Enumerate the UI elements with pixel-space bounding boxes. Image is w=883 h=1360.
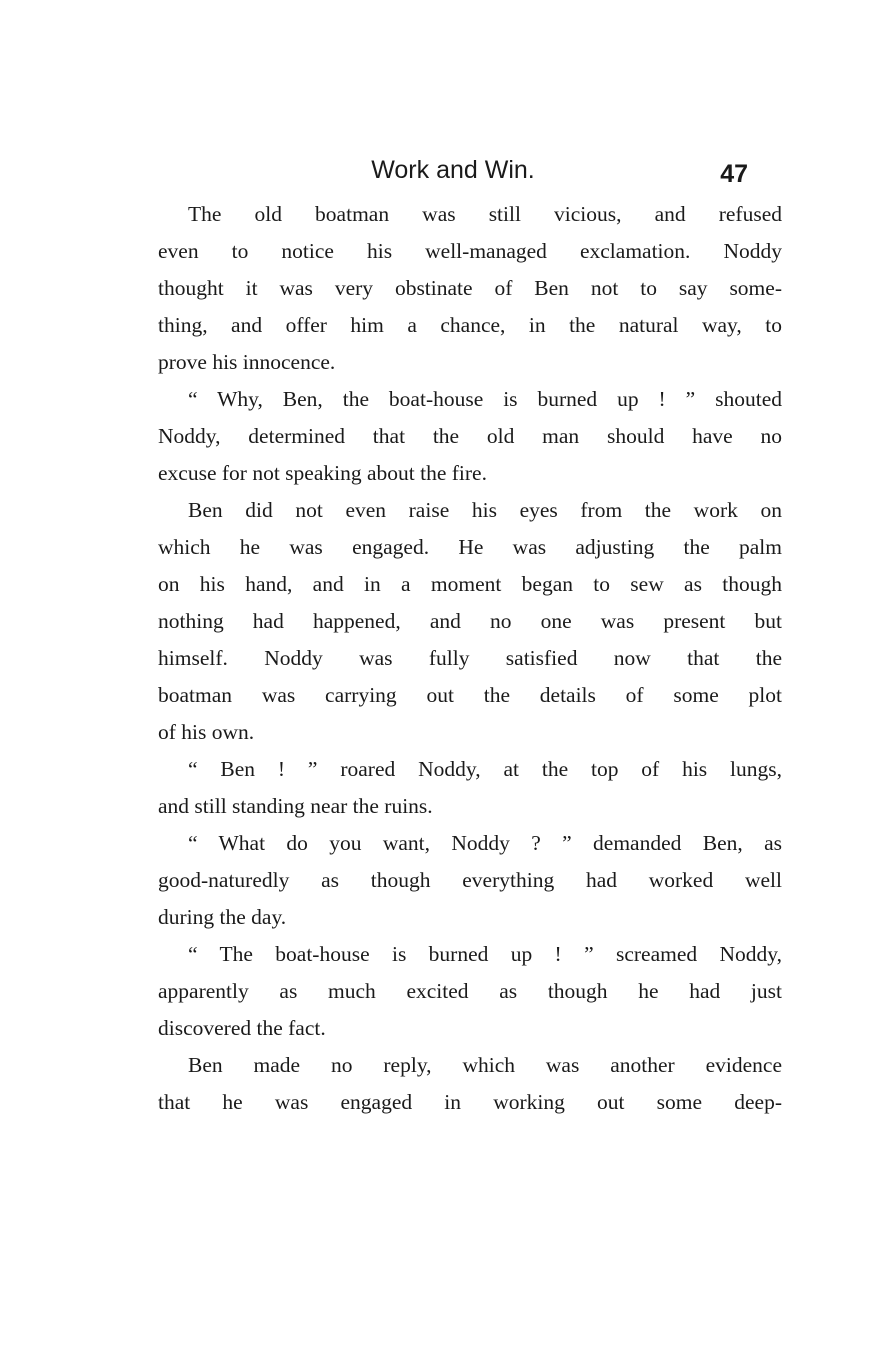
text-line: even to notice his well-managed exclamation. Noddy [158, 239, 782, 263]
text-line: Ben did not even raise his eyes from the work on [188, 498, 782, 522]
text-line: boatman was carrying out the details of some plot [158, 683, 782, 707]
paragraph [158, 381, 782, 492]
paragraph [158, 196, 782, 381]
text-line: of his own. [158, 720, 255, 744]
text-line: The old boatman was still vicious, and refused [188, 202, 782, 226]
text-line: on his hand, and in a moment began to sew as though [158, 572, 782, 596]
page-number: 47 [720, 160, 748, 188]
text-line: during the day. [158, 905, 287, 929]
paragraph [158, 751, 782, 825]
text-line: apparently as much excited as though he had just [158, 979, 782, 1003]
paragraph [158, 1047, 782, 1121]
text-line: Noddy, determined that the old man should have no [158, 424, 782, 448]
text-line: himself. Noddy was fully satisfied now that the [158, 646, 782, 670]
text-line: Ben made no reply, which was another evidence [188, 1053, 782, 1077]
text-line: which he was engaged. He was adjusting the palm [158, 535, 782, 559]
page-body [158, 196, 782, 1121]
paragraph [158, 825, 782, 936]
text-line: thought it was very obstinate of Ben not to say some- [158, 276, 782, 300]
running-title: Work and Win. [371, 156, 535, 184]
text-line: “ What do you want, Noddy ? ” demanded Ben, as [188, 831, 782, 855]
text-line: good-naturedly as though everything had worked well [158, 868, 782, 892]
text-line: that he was engaged in working out some deep- [158, 1090, 782, 1114]
text-line: excuse for not speaking about the fire. [158, 461, 487, 485]
text-line: “ Ben ! ” roared Noddy, at the top of his lungs, [188, 757, 782, 781]
running-header [158, 150, 748, 190]
text-line: “ Why, Ben, the boat-house is burned up ! ” shouted [188, 387, 782, 411]
text-line: and still standing near the ruins. [158, 794, 433, 818]
paragraph [158, 936, 782, 1047]
paragraph [158, 492, 782, 751]
text-line: “ The boat-house is burned up ! ” screamed Noddy, [188, 942, 782, 966]
text-line: nothing had happened, and no one was present but [158, 609, 782, 633]
text-line: prove his innocence. [158, 350, 336, 374]
text-line: thing, and offer him a chance, in the natural way, to [158, 313, 782, 337]
text-line: discovered the fact. [158, 1016, 326, 1040]
